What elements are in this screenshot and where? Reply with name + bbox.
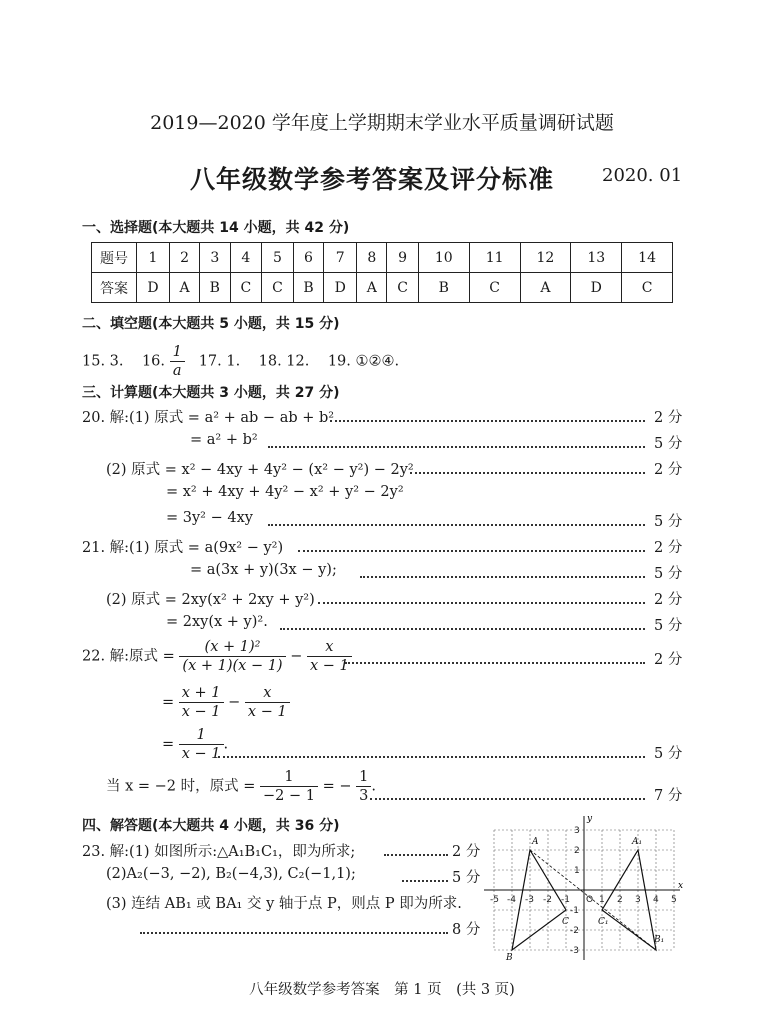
q22-line-2: [162, 684, 290, 721]
answer-18: 18. 12.: [258, 353, 310, 370]
table-header-cell: 答案: [92, 273, 137, 303]
q22-line-4: [106, 768, 376, 805]
q23-line-3: (3) 连结 AB₁ 或 BA₁ 交 y 轴于点 P，则点 P 即为所求.: [106, 896, 462, 912]
fraction-6: [260, 768, 318, 805]
table-cell: 10: [418, 243, 469, 273]
y-tick: 2: [574, 846, 580, 856]
table-cell: 2: [170, 243, 200, 273]
table-cell: C: [469, 273, 520, 303]
q20-line-3: (2) 原式 = x² − 4xy + 4y² − (x² − y²) − 2y²: [106, 462, 414, 478]
minus-sign: −: [290, 648, 303, 665]
fraction-4: [245, 684, 290, 721]
page-footer: 八年级数学参考答案 第 1 页 (共 3 页): [249, 982, 515, 998]
answer-16-prefix: 16.: [141, 353, 166, 370]
table-cell: 7: [324, 243, 357, 273]
x-tick: -2: [543, 895, 552, 905]
fill-answers: [82, 343, 399, 380]
x-tick: 3: [635, 895, 641, 905]
table-header-cell: 题号: [92, 243, 137, 273]
q20-score-3: 2 分: [654, 462, 683, 478]
answer-17: 17. 1.: [198, 353, 241, 370]
minus-sign: −: [228, 694, 241, 711]
table-cell: 14: [622, 243, 673, 273]
table-cell: 12: [520, 243, 571, 273]
equals-sign: =: [162, 736, 175, 753]
x-tick: -3: [525, 895, 534, 905]
q21-score-3: 2 分: [654, 592, 683, 608]
table-row-answers: [92, 273, 673, 303]
q23-score-3: 8 分: [452, 922, 481, 938]
table-cell: C: [230, 273, 262, 303]
origin-label: O: [586, 895, 594, 905]
point-a-label: A: [532, 837, 539, 847]
fraction-numerator: 1: [170, 343, 185, 362]
equals-minus: = −: [322, 778, 352, 795]
q22-score-2: 5 分: [654, 746, 683, 762]
table-cell: B: [418, 273, 469, 303]
x-axis-label: x: [678, 881, 684, 891]
table-cell: 13: [571, 243, 622, 273]
y-tick: -1: [570, 906, 579, 916]
triangle-a1b1c1: [602, 850, 656, 950]
fraction-numerator: x + 1: [179, 684, 224, 703]
q22-line-1: [82, 638, 352, 675]
fraction-denominator: −2 − 1: [263, 788, 315, 805]
point-a1-label: A₁: [632, 837, 643, 847]
table-cell: 4: [230, 243, 262, 273]
table-cell: 3: [200, 243, 230, 273]
table-cell: 1: [137, 243, 170, 273]
q20-score-2: 5 分: [654, 436, 683, 452]
q23-line-2: (2)A₂(−3, −2), B₂(−4,3), C₂(−1,1);: [106, 866, 356, 882]
table-cell: A: [170, 273, 200, 303]
equals-sign: =: [162, 694, 175, 711]
fraction-denominator: x − 1: [247, 704, 287, 721]
exam-date: 2020. 01: [602, 165, 683, 186]
q20-score-5: 5 分: [654, 514, 683, 530]
table-cell: D: [571, 273, 622, 303]
q21-score-4: 5 分: [654, 618, 683, 634]
q21-line-1: 21. 解:(1) 原式 = a(9x² − y²): [82, 540, 284, 556]
q22-score-1: 2 分: [654, 652, 683, 668]
fraction-denominator: (x + 1)(x − 1): [182, 658, 283, 675]
answer-16-fraction: [170, 343, 185, 380]
q20-line-1: 20. 解:(1) 原式 = a² + ab − ab + b²: [82, 410, 335, 426]
table-row-numbers: [92, 243, 673, 273]
section-fill-heading: 二、填空题(本大题共 5 小题，共 15 分): [82, 316, 340, 332]
table-cell: 6: [293, 243, 323, 273]
triangle-abc: [512, 850, 566, 950]
q22-prefix: 22. 解:原式 =: [82, 648, 175, 665]
fraction-numerator: 1: [260, 768, 318, 787]
coordinate-graph: [484, 812, 684, 962]
table-cell: D: [324, 273, 357, 303]
q21-line-3: (2) 原式 = 2xy(x² + 2xy + y²): [106, 592, 315, 608]
q20-line-2: = a² + b²: [190, 432, 258, 448]
section-calc-heading: 三、计算题(本大题共 3 小题，共 27 分): [82, 385, 340, 401]
y-tick: 3: [574, 826, 580, 836]
point-b1-label: B₁: [654, 935, 665, 945]
fraction-numerator: 1: [356, 768, 371, 787]
exam-title: 2019—2020 学年度上学期期末学业水平质量调研试题: [150, 112, 614, 134]
table-cell: C: [622, 273, 673, 303]
point-c-label: C: [562, 917, 569, 927]
answer-15: 15. 3.: [82, 353, 124, 370]
table-cell: 8: [357, 243, 387, 273]
x-tick: 5: [671, 895, 677, 905]
x-tick: 2: [617, 895, 623, 905]
period: .: [223, 736, 229, 753]
x-tick: -1: [561, 895, 570, 905]
table-cell: C: [262, 273, 294, 303]
table-cell: B: [293, 273, 323, 303]
q21-line-2: = a(3x + y)(3x − y);: [190, 562, 337, 578]
table-cell: 11: [469, 243, 520, 273]
table-cell: A: [357, 273, 387, 303]
q20-score-1: 2 分: [654, 410, 683, 426]
q23-score-2: 5 分: [452, 870, 481, 886]
table-cell: A: [520, 273, 571, 303]
fraction-denominator: x − 1: [309, 658, 349, 675]
substitution-text: 当 x = −2 时，原式 =: [106, 778, 256, 795]
y-tick: 1: [574, 866, 580, 876]
fraction-2: [307, 638, 352, 675]
q21-score-1: 2 分: [654, 540, 683, 556]
point-b-label: B: [506, 953, 513, 962]
x-tick: -4: [507, 895, 516, 905]
fraction-denominator: x − 1: [181, 746, 221, 763]
fraction-1: [179, 638, 285, 675]
x-tick: 1: [599, 895, 605, 905]
fraction-numerator: x: [307, 638, 352, 657]
section-choice-heading: 一、选择题(本大题共 14 小题，共 42 分): [82, 220, 350, 236]
q23-line-1: 23. 解:(1) 如图所示:△A₁B₁C₁，即为所求;: [82, 844, 356, 860]
point-c1-label: C₁: [598, 917, 609, 927]
y-tick: -3: [570, 946, 579, 956]
answer-key-title: 八年级数学参考答案及评分标准: [190, 165, 555, 194]
answer-19: 19. ①②④.: [327, 353, 400, 370]
q20-line-4: = x² + 4xy + 4y² − x² + y² − 2y²: [166, 484, 404, 500]
q21-score-2: 5 分: [654, 566, 683, 582]
fraction-3: [179, 684, 224, 721]
q23-score-1: 2 分: [452, 844, 481, 860]
fraction-numerator: x: [245, 684, 290, 703]
fraction-denominator: 3: [359, 788, 369, 805]
q21-line-4: = 2xy(x + y)².: [166, 614, 268, 630]
y-axis-label: y: [587, 814, 593, 824]
fraction-denominator: a: [172, 363, 182, 380]
section-solve-heading: 四、解答题(本大题共 4 小题，共 36 分): [82, 818, 340, 834]
table-cell: C: [387, 273, 419, 303]
q22-score-3: 7 分: [654, 788, 683, 804]
table-cell: B: [200, 273, 230, 303]
table-cell: 5: [262, 243, 294, 273]
fraction-numerator: (x + 1)²: [179, 638, 285, 657]
period: .: [371, 778, 376, 795]
x-tick: 4: [653, 895, 659, 905]
q20-line-5: = 3y² − 4xy: [166, 510, 253, 526]
table-cell: D: [137, 273, 170, 303]
fraction-denominator: x − 1: [181, 704, 221, 721]
choice-answer-table: [91, 242, 673, 303]
fraction-5: [179, 726, 224, 763]
y-tick: -2: [570, 926, 579, 936]
table-cell: 9: [387, 243, 419, 273]
fraction-numerator: 1: [179, 726, 224, 745]
x-tick: -5: [490, 895, 499, 905]
